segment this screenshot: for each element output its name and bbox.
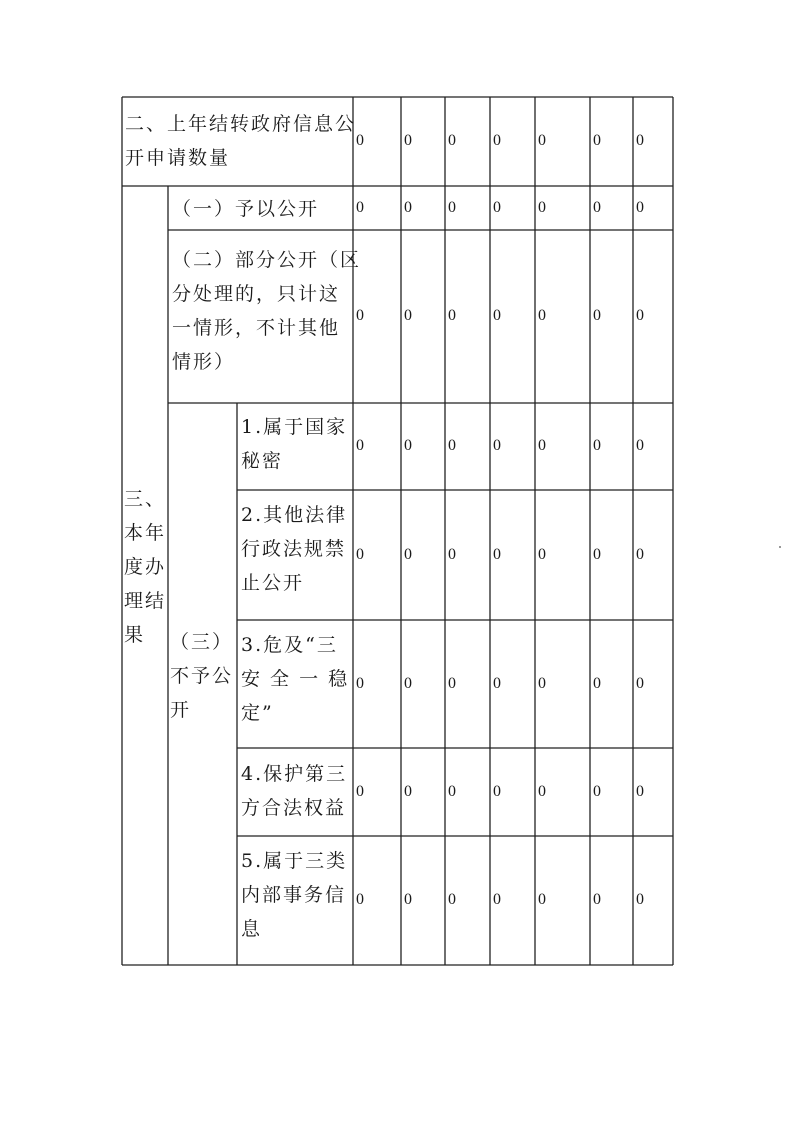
value-cell: 0 bbox=[538, 307, 546, 324]
value-cell: 0 bbox=[356, 546, 364, 563]
value-cell: 0 bbox=[538, 783, 546, 800]
value-cell: 0 bbox=[404, 132, 412, 149]
value-cell: 0 bbox=[493, 437, 501, 454]
value-cell: 0 bbox=[636, 546, 644, 563]
value-cell: 0 bbox=[538, 199, 546, 216]
value-cell: 0 bbox=[493, 546, 501, 563]
value-cell: 0 bbox=[538, 891, 546, 908]
value-cell: 0 bbox=[404, 546, 412, 563]
value-cell: 0 bbox=[356, 783, 364, 800]
not-public-row-label: 5.属于三类 内部事务信 息 bbox=[241, 850, 348, 940]
public-label: （一）予以公开 bbox=[172, 198, 320, 220]
value-cell: 0 bbox=[404, 891, 412, 908]
carryover-label: 二、上年结转政府信息公 开申请数量 bbox=[125, 113, 357, 169]
not-public-label: （三） 不予公 开 bbox=[170, 631, 234, 721]
value-cell: 0 bbox=[593, 891, 601, 908]
value-cell: 0 bbox=[538, 675, 546, 692]
value-cell: 0 bbox=[593, 132, 601, 149]
value-cell: 0 bbox=[636, 307, 644, 324]
value-cell: 0 bbox=[448, 891, 456, 908]
value-cell: 0 bbox=[356, 199, 364, 216]
value-cell: 0 bbox=[404, 783, 412, 800]
value-cell: 0 bbox=[448, 199, 456, 216]
value-cell: 0 bbox=[636, 891, 644, 908]
not-public-row-label: 4.保护第三 方合法权益 bbox=[241, 763, 348, 819]
not-public-row-label: 1.属于国家 秘密 bbox=[241, 416, 348, 472]
not-public-row-label: 3.危及“三 安 全 一 稳 定” bbox=[241, 634, 350, 724]
value-cell: 0 bbox=[636, 199, 644, 216]
value-cell: 0 bbox=[593, 437, 601, 454]
value-cell: 0 bbox=[593, 199, 601, 216]
not-public-row-label: 2.其他法律 行政法规禁 止公开 bbox=[241, 504, 348, 594]
value-cell: 0 bbox=[493, 891, 501, 908]
value-cell: 0 bbox=[448, 546, 456, 563]
value-cell: 0 bbox=[593, 675, 601, 692]
value-cell: 0 bbox=[493, 783, 501, 800]
section3-label: 三、 本年 度办 理结 果 bbox=[124, 488, 167, 646]
value-cell: 0 bbox=[404, 199, 412, 216]
value-cell: 0 bbox=[356, 132, 364, 149]
value-cell: 0 bbox=[493, 307, 501, 324]
value-cell: 0 bbox=[538, 437, 546, 454]
partial-label: （二）部分公开（区 分处理的，只计这 一情形，不计其他 情形） bbox=[172, 249, 362, 373]
value-cell: 0 bbox=[356, 437, 364, 454]
value-cell: 0 bbox=[493, 199, 501, 216]
value-cell: 0 bbox=[448, 132, 456, 149]
value-cell: 0 bbox=[538, 132, 546, 149]
value-cell: 0 bbox=[404, 307, 412, 324]
value-cell: 0 bbox=[404, 675, 412, 692]
value-cell: 0 bbox=[636, 132, 644, 149]
value-cell: 0 bbox=[448, 307, 456, 324]
value-cell: 0 bbox=[636, 783, 644, 800]
value-cell: 0 bbox=[593, 307, 601, 324]
value-cell: 0 bbox=[593, 783, 601, 800]
value-cell: 0 bbox=[356, 891, 364, 908]
value-cell: 0 bbox=[493, 675, 501, 692]
value-cell: 0 bbox=[448, 437, 456, 454]
value-cell: 0 bbox=[356, 307, 364, 324]
value-cell: 0 bbox=[636, 437, 644, 454]
value-cell: 0 bbox=[593, 546, 601, 563]
value-cell: 0 bbox=[636, 675, 644, 692]
value-cell: 0 bbox=[356, 675, 364, 692]
value-cell: 0 bbox=[404, 437, 412, 454]
value-cell: 0 bbox=[493, 132, 501, 149]
scan-speck bbox=[779, 546, 781, 548]
value-cell: 0 bbox=[448, 783, 456, 800]
value-cell: 0 bbox=[448, 675, 456, 692]
value-cell: 0 bbox=[538, 546, 546, 563]
